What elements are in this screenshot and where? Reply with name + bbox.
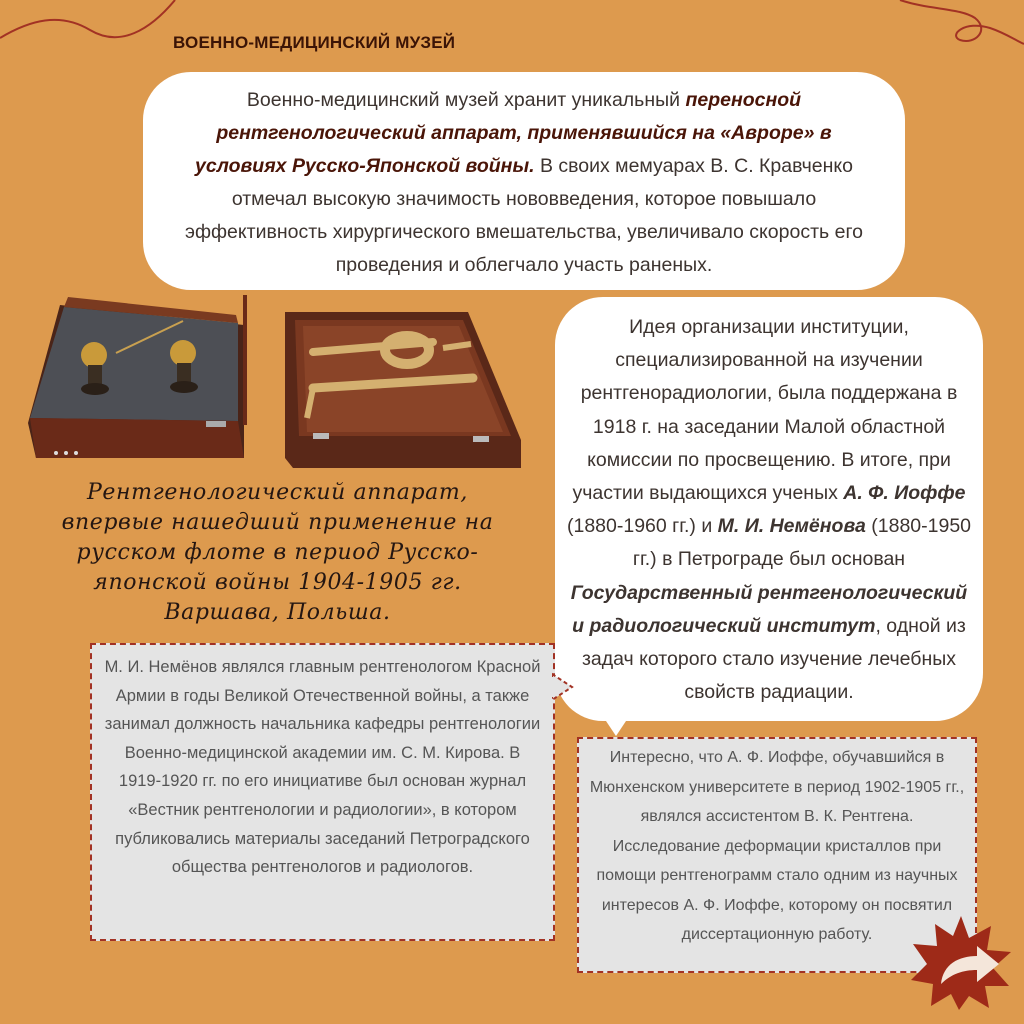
intro-bubble [143, 72, 905, 290]
institute-text-3: (1880-1950 гг.) в Петрограде был основан [632, 515, 972, 571]
intro-text-2: В своих мемуарах В. С. Кравченко отмечал высокую значимость нововведения, которое повышало эффективность хирургического вмешательства, увеличивало скорость его проведения и облегчало участь раненых. [185, 155, 863, 276]
photo-caption: Рентгенологический аппарат, впервые нашедший применение на русском флоте в период Русско-японской войны 1904-1905 гг. Варшава, Польша. [61, 480, 494, 625]
scientist-name-ioffe: А. Ф. Иоффе [843, 482, 966, 505]
institute-text-4: , одной из задач которого стало изучение лечебных свойств радиации. [581, 614, 966, 704]
next-arrow-icon[interactable] [907, 912, 1015, 1012]
note-ioffe: Интересно, что А. Ф. Иоффе, обучавшийся в Мюнхенском университете в период 1902-1905 гг., являлся ассистентом В. К. Рентгена. Исследование деформации кристаллов при помощи рентгенограмм стало одним из научных интересов А. Ф. Иоффе, которому он посвятил диссертационную работу. [577, 737, 977, 973]
intro-highlight: переносной рентгенологический аппарат, применявшийся на «Авроре» в условиях Русско-Японской войны. [195, 89, 832, 177]
decorative-curve-right [900, 0, 1024, 44]
xray-apparatus-photo-open [283, 308, 523, 473]
institute-text-1: Идея организации институции, специализированной на изучении рентгенорадиологии, была поддержана в 1918 г. на заседании Малой областной комиссии по просвещению. В итоге, при участии выдающихся ученых [572, 316, 958, 505]
bubble-tail-icon [596, 712, 636, 740]
xray-apparatus-photo-closed [18, 293, 253, 473]
institute-text-2: (1880-1960 гг.) и [566, 515, 718, 538]
institute-name: Государственный рентгенологический и радиологический институт [570, 581, 968, 637]
decorative-curve-left [0, 0, 175, 38]
scientist-name-nemenov: М. И. Немёнова [717, 515, 866, 538]
intro-text-1: Военно-медицинский музей хранит уникальный [246, 89, 686, 111]
note-nemenov: М. И. Немёнов являлся главным рентгенологом Красной Армии в годы Великой Отечественной войны, а также занимал должность начальника кафедры рентгенологии Военно-медицинской академии им. С. М. Кирова. В 1919-1920 гг. по его инициативе был основан журнал «Вестник рентгенологии и радиологии», в котором публиковались материалы заседаний Петроградского общества рентгенологов и радиологов. [90, 643, 555, 941]
institute-bubble [555, 297, 983, 721]
page-title: ВОЕННО-МЕДИЦИНСКИЙ МУЗЕЙ [173, 33, 456, 52]
note-pointer-icon [552, 672, 576, 702]
